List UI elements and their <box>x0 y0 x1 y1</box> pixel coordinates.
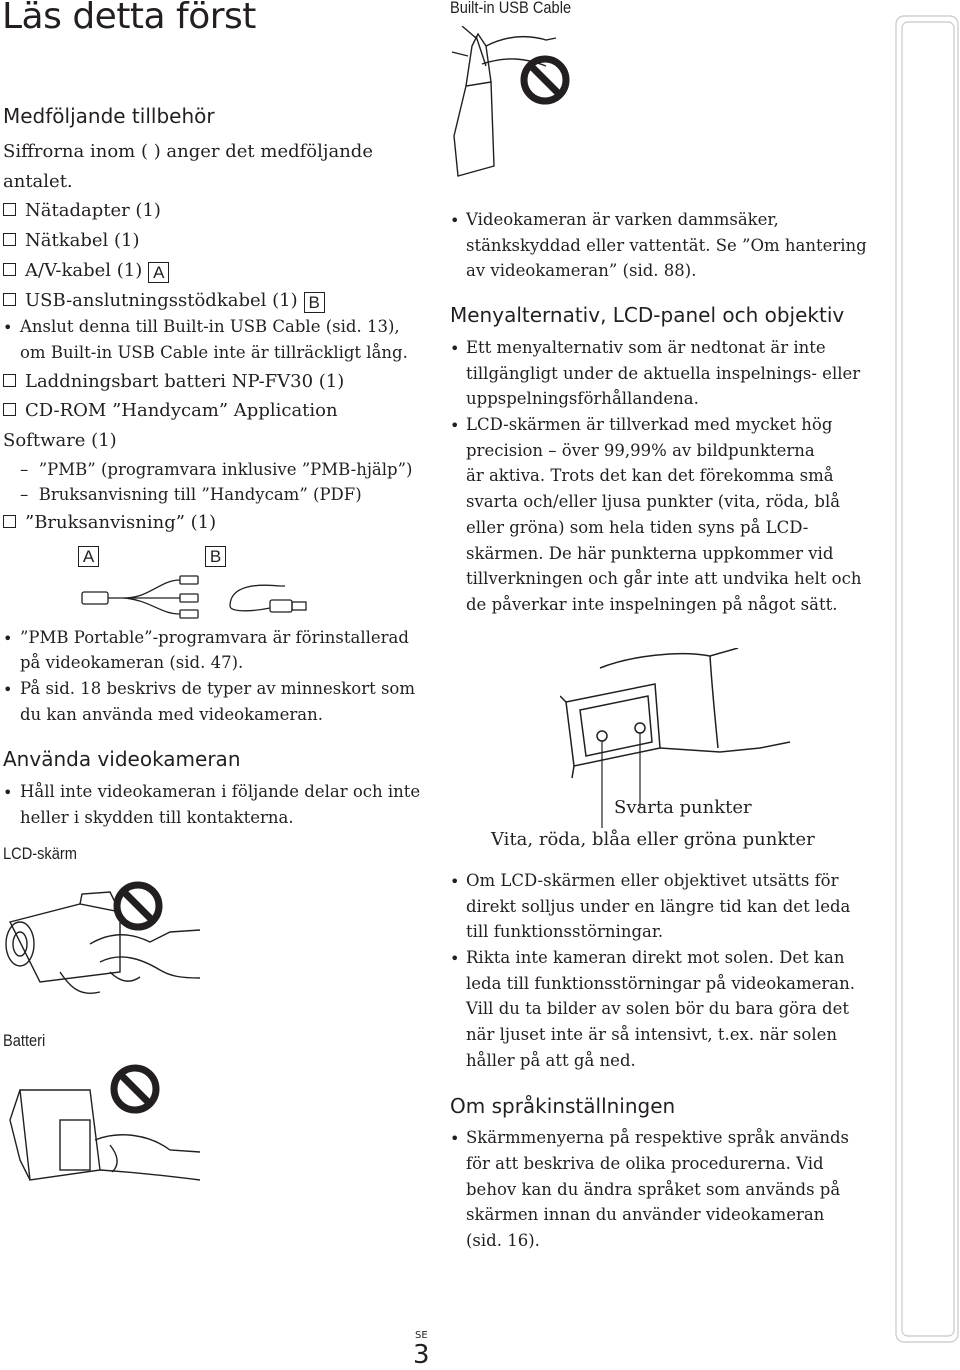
language-tag: SE <box>415 1330 428 1341</box>
camcorder-icon <box>0 1060 200 1200</box>
memcard-note-line-2: du kan använda med videokameran. <box>20 705 323 724</box>
item-cdrom: CD-ROM ”Handycam” Application <box>3 396 338 426</box>
pmb-note-line-1: ”PMB Portable”-programvara är förinstallerad <box>20 628 409 647</box>
using-note-line-1: Håll inte videokameran i följande delar och inte <box>20 782 421 801</box>
checkbox-icon <box>3 293 16 306</box>
using-heading: Använda videokameran <box>3 747 241 771</box>
checkbox-icon <box>3 263 16 276</box>
menu-note-1-line-1: Ett menyalternativ som är nedtonat är inte <box>466 338 826 357</box>
checkbox-icon <box>3 233 16 246</box>
bullet-icon: • <box>450 211 460 230</box>
black-dots-label: Svarta punkter <box>614 797 752 818</box>
letter-a-badge: A <box>148 262 169 283</box>
edge-tab <box>894 14 960 1344</box>
lang-note-line-2: för att beskriva de olika procedurerna. Vid <box>466 1154 824 1173</box>
lcd-note-line-8: de påverkar inte inspelningen på något sätt. <box>466 595 838 614</box>
sun-note-2-line-1: Rikta inte kameran direkt mot solen. Det kan <box>466 948 845 967</box>
bullet-icon: • <box>3 318 13 337</box>
menu-note-1-line-3: uppspelningsförhållandena. <box>466 389 699 408</box>
waterproof-note-line-2: stänkskyddad eller vattentät. Se ”Om hantering <box>466 236 867 255</box>
prohibition-icon <box>519 54 571 106</box>
page-title: Läs detta först <box>2 0 256 37</box>
bullet-icon: • <box>3 680 13 699</box>
item-manual: ”Bruksanvisning” (1) <box>3 508 216 538</box>
cable-a-label: A <box>78 546 99 567</box>
lang-note-line-5: (sid. 16). <box>466 1231 540 1250</box>
sun-note-1-line-3: till funktionsstörningar. <box>466 922 664 941</box>
color-dots-label: Vita, röda, blåa eller gröna punkter <box>491 829 815 850</box>
cdrom-sub-1: – ”PMB” (programvara inklusive ”PMB-hjälp”) <box>20 460 413 479</box>
using-note-line-2: heller i skydden till kontakterna. <box>20 808 294 827</box>
cable-b-label: B <box>205 546 226 567</box>
checkbox-icon <box>3 374 16 387</box>
checkbox-icon <box>3 203 16 216</box>
sun-note-2-line-4: när ljuset inte är så intensivt, t.ex. när solen <box>466 1025 838 1044</box>
bullet-icon: • <box>450 949 460 968</box>
camcorder-usb-icon <box>446 26 566 186</box>
usb-cable-label: Built-in USB Cable <box>450 0 572 17</box>
letter-b-badge: B <box>304 292 325 313</box>
item-power-cord: Nätkabel (1) <box>3 226 140 256</box>
lcd-note-line-5: eller gröna) som hela tiden syns på LCD- <box>466 518 809 537</box>
item-cdrom-line-2: Software (1) <box>3 430 117 451</box>
usb-note-line-1: Anslut denna till Built-in USB Cable (sid. 13), <box>20 317 400 336</box>
item-usb-support-cable: USB-anslutningsstödkabel (1) B <box>3 286 325 316</box>
lcd-note-line-1: LCD-skärmen är tillverkad med mycket hög <box>466 415 833 434</box>
bullet-icon: • <box>450 1129 460 1148</box>
cable-icon <box>80 570 330 620</box>
battery-label: Batteri <box>3 1031 46 1050</box>
bullet-icon: • <box>450 872 460 891</box>
sun-note-2-line-5: håller på att gå ned. <box>466 1051 636 1070</box>
usb-note-line-2: om Built-in USB Cable inte är tillräckligt lång. <box>20 343 408 362</box>
sun-note-2-line-3: Vill du ta bilder av solen bör du bara göra det <box>466 999 849 1018</box>
page-number: 3 <box>413 1340 430 1370</box>
lcd-label: LCD-skärm <box>3 844 77 863</box>
bullet-icon: • <box>450 416 460 435</box>
prohibition-icon <box>112 880 164 932</box>
intro-line-2: antalet. <box>3 171 73 192</box>
bullet-icon: • <box>3 629 13 648</box>
lcd-note-line-4: svarta och/eller ljusa punkter (vita, röda, blå <box>466 492 841 511</box>
menu-heading: Menyalternativ, LCD-panel och objektiv <box>450 303 845 327</box>
lcd-note-line-6: skärmen. De här punkterna uppkommer vid <box>466 544 834 563</box>
menu-note-1-line-2: tillgängligt under de aktuella inspelnings- eller <box>466 364 861 383</box>
pmb-note-line-2: på videokameran (sid. 47). <box>20 653 244 672</box>
lang-note-line-3: behov kan du ändra språket som används på <box>466 1180 841 1199</box>
waterproof-note-line-1: Videokameran är varken dammsäker, <box>466 210 779 229</box>
checkbox-icon <box>3 515 16 528</box>
lcd-note-line-7: tillverkningen och går inte att undvika helt och <box>466 569 862 588</box>
item-av-cable: A/V-kabel (1) A <box>3 256 169 286</box>
language-heading: Om språkinställningen <box>450 1094 676 1118</box>
bullet-icon: • <box>3 783 13 802</box>
bullet-icon: • <box>450 339 460 358</box>
waterproof-note-line-3: av videokameran” (sid. 88). <box>466 261 697 280</box>
item-battery: Laddningsbart batteri NP-FV30 (1) <box>3 367 344 397</box>
sun-note-2-line-2: leda till funktionsstörningar på videokameran. <box>466 974 856 993</box>
lang-note-line-4: skärmen innan du använder videokameran <box>466 1205 825 1224</box>
accessories-heading: Medföljande tillbehör <box>3 104 215 128</box>
lang-note-line-1: Skärmmenyerna på respektive språk används <box>466 1128 849 1147</box>
sun-note-1-line-1: Om LCD-skärmen eller objektivet utsätts för <box>466 871 839 890</box>
lcd-note-line-2: precision – över 99,99% av bildpunkterna <box>466 441 815 460</box>
prohibition-icon <box>109 1063 161 1115</box>
sun-note-1-line-2: direkt solljus under en längre tid kan det leda <box>466 897 851 916</box>
cdrom-sub-2: – Bruksanvisning till ”Handycam” (PDF) <box>20 485 362 504</box>
camcorder-icon <box>0 872 200 1012</box>
memcard-note-line-1: På sid. 18 beskrivs de typer av minneskort som <box>20 679 416 698</box>
intro-line-1: Siffrorna inom ( ) anger det medföljande <box>3 141 373 162</box>
item-ac-adapter: Nätadapter (1) <box>3 196 161 226</box>
checkbox-icon <box>3 403 16 416</box>
lcd-note-line-3: är aktiva. Trots det kan det förekomma små <box>466 466 834 485</box>
